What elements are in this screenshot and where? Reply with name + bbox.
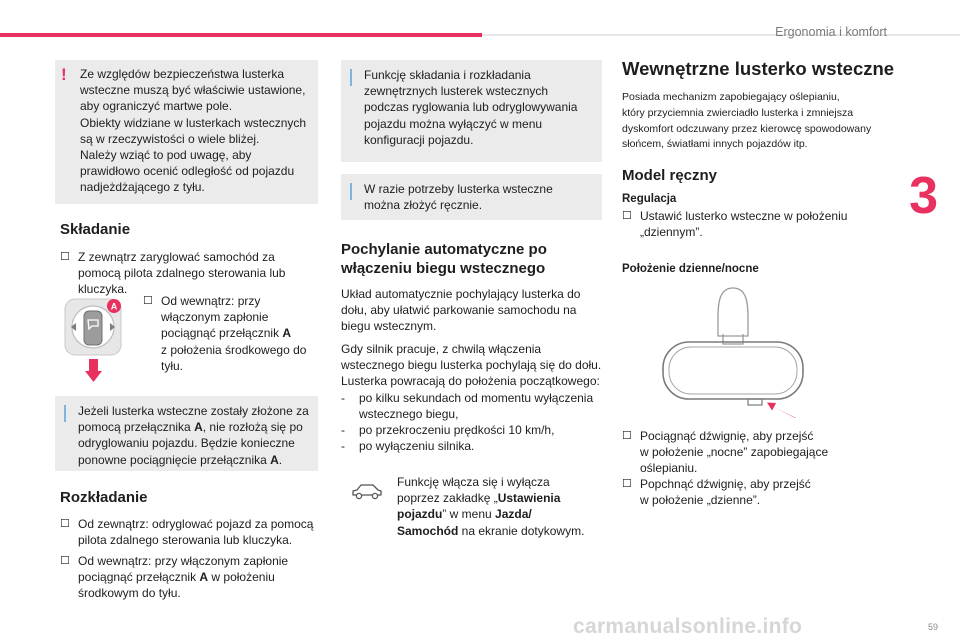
pull-arrow-icon: [85, 371, 102, 382]
top-accent-bar: [0, 33, 482, 37]
manual-model-heading: Model ręczny: [622, 167, 718, 184]
adjust-bullet: ☐ Ustawić lusterko wsteczne w położeniu „dziennym”.: [622, 209, 848, 240]
checkbox-bullet-icon: ☐: [60, 518, 70, 530]
fold-setting-note: [341, 60, 602, 162]
page-number: 59: [927, 622, 938, 632]
interior-mirror-heading: Wewnętrzne lusterko wsteczne: [622, 58, 895, 79]
info-bar-icon: [350, 183, 352, 200]
manual-fold-note: [341, 174, 602, 220]
day-night-heading: Położenie dzienne/nocne: [622, 263, 759, 275]
folding-bullet-outside: ☐ Z zewnątrz zaryglować samochód za pomocą pilota zdalnego sterowania lub kluczyka.: [60, 250, 286, 297]
info-bar-icon: [350, 69, 352, 86]
mirror-switch-illustration: [60, 297, 132, 387]
lever-arrow-icon: [767, 403, 796, 419]
fold-setting-text: Funkcję składania i rozkładania zewnętrznych lusterek wstecznych podczas ryglowania lub odryglowywania pojazdu można wyłączyć w menu konfiguracji pojazdu.: [364, 68, 578, 147]
switch-label: A: [110, 301, 118, 312]
interior-mirror-intro: Posiada mechanizm zapobiegający oślepianiu, który przyciemnia zwierciadło lusterka i zmniejsza dyskomfort odczuwany przez kierowcę spowodowany słońcem, światłami innych pojazdów itp.: [622, 91, 872, 151]
checkbox-bullet-icon: ☐: [622, 478, 632, 490]
unfold-bullet-inside: ☐ Od wewnątrz: przy włączonym zapłonie pociągnąć przełącznik A w położeniu środkowym do tyłu.: [60, 554, 289, 601]
dash-item-speed: - po przekroczeniu prędkości 10 km/h,: [341, 423, 555, 437]
top-divider: [482, 34, 960, 36]
checkbox-bullet-icon: ☐: [622, 430, 632, 442]
unfold-bullet-outside: ☐ Od zewnątrz: odryglować pojazd za pomocą pilota zdalnego sterowania lub kluczyka.: [60, 517, 314, 548]
rear-view-mirror-illustration: [655, 286, 815, 421]
watermark: carmanualsonline.info: [573, 615, 803, 638]
dash-item-timer: - po kilku sekundach od momentu wyłączenia wstecznego biegu,: [341, 391, 594, 422]
checkbox-bullet-icon: ☐: [60, 555, 70, 567]
day-bullet: ☐ Popchnąć dźwignię, aby przejść w położenie „dzienne”.: [622, 477, 811, 508]
warning-text: Ze względów bezpieczeństwa lusterka wsteczne muszą być właściwie ustawione, aby ograniczyć martwe pole. Obiekty widziane w lusterkach wstecznych są w rzeczywistości o wiele bliżej. Należy wziąć to pod uwagę, aby prawidłowo ocenić odległość od pojazdu nadjeżdżającego z tyłu.: [80, 67, 307, 195]
dash-item-engine: - po wyłączeniu silnika.: [341, 439, 475, 453]
car-settings-note: Funkcję włącza się i wyłącza poprzez zakładkę „Ustawienia pojazdu” w menu Jazda/ Samochód na ekranie dotykowym.: [397, 475, 585, 538]
tilt-behaviour: Gdy silnik pracuje, z chwilą włączenia wstecznego biegu lusterka pochylają się do dołu. Lusterka powracają do położenia początkowego:: [341, 342, 602, 389]
adjust-heading: Regulacja: [622, 193, 677, 205]
tilt-heading: Pochylanie automatyczne po włączeniu biegu wstecznego: [341, 241, 547, 277]
section-header-title: Ergonomia i komfort: [775, 25, 887, 39]
checkbox-bullet-icon: ☐: [143, 295, 153, 307]
fold-info-note: [55, 396, 318, 471]
chapter-number: 3: [909, 167, 938, 225]
unfolding-heading: Rozkładanie: [60, 489, 148, 506]
checkbox-bullet-icon: ☐: [60, 251, 70, 263]
night-bullet: ☐ Pociągnąć dźwignię, aby przejść w położenie „nocne” zapobiegające oślepianiu.: [622, 429, 829, 476]
fold-info-text: Jeżeli lusterka wsteczne zostały złożone za pomocą przełącznika A, nie rozłożą się po odryglowaniu pojazdu. Będzie konieczne ponowne pociągnięcie przełącznika A.: [78, 404, 309, 467]
car-icon: [350, 482, 384, 502]
warning-note: [55, 60, 318, 204]
manual-fold-text: W razie potrzeby lusterka wsteczne można złożyć ręcznie.: [364, 182, 553, 213]
info-bar-icon: [64, 405, 66, 422]
folding-heading: Składanie: [60, 221, 131, 238]
checkbox-bullet-icon: ☐: [622, 210, 632, 222]
exclamation-icon: !: [61, 65, 67, 84]
folding-bullet-inside: ☐ Od wewnątrz: przy włączonym zapłonie pociągnąć przełącznik A z położenia środkowego do tyłu.: [143, 294, 307, 373]
tilt-description: Układ automatycznie pochylający lusterka do dołu, aby ułatwić parkowanie samochodu na biegu wstecznym.: [341, 287, 581, 334]
